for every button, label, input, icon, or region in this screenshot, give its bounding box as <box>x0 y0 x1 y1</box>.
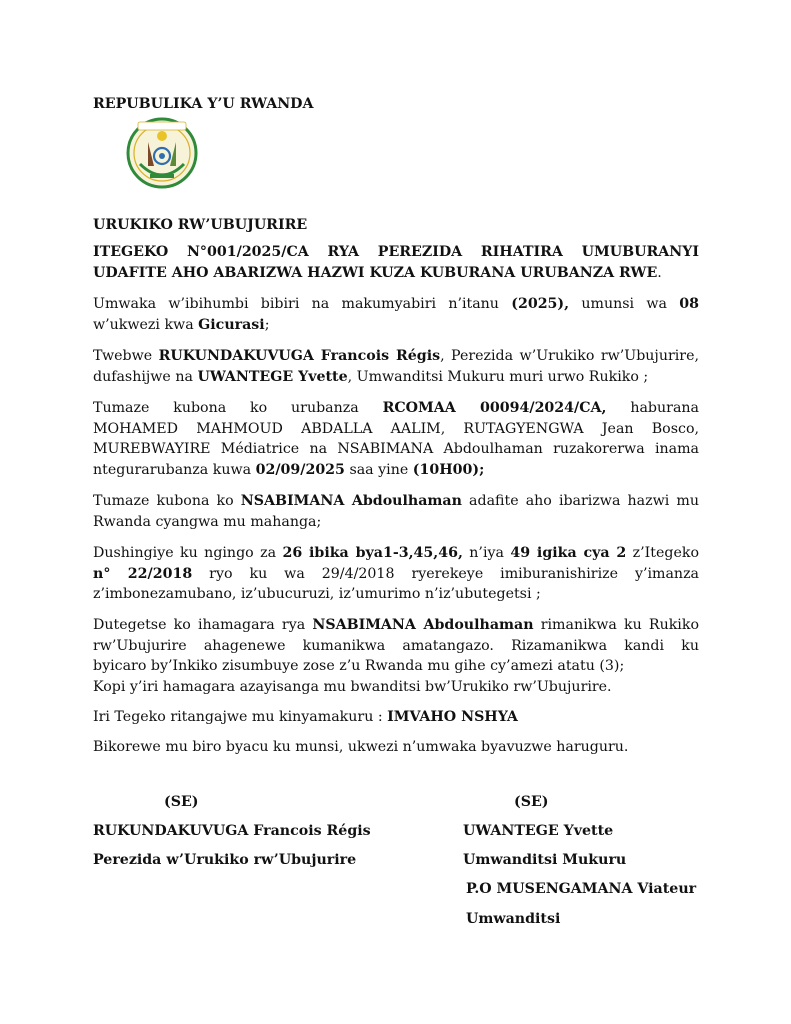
case-number: RCOMAA 00094/2024/CA, <box>382 400 607 416</box>
text: ryo ku wa 29/4/2018 ryerekeye imiburanishirize y’imanza <box>192 565 699 582</box>
decree-title <box>93 242 699 283</box>
court-heading: URUKIKO RW’UBUJURIRE <box>93 217 308 233</box>
registrar-name: UWANTEGE Yvette <box>197 368 348 385</box>
absent-party-name: NSABIMANA Abdoulhaman <box>312 617 534 633</box>
decree-title-line-2: UDAFITE AHO ABARIZWA HAZWI KUZA KUBURANA URUBANZA RWE <box>93 264 658 281</box>
text: rw’Ubujurire ahagenewe kumanikwa amatangazo. Rizamanikwa kandi ku <box>93 637 699 654</box>
president-name: RUKUNDAKUVUGA Francois Régis <box>158 348 441 364</box>
text: ntegurarubanza kuwa <box>93 461 256 478</box>
text: Kopi y’iri hamagara azayisanga mu bwanditsi bw’Urukiko rw’Ubujurire. <box>93 679 612 695</box>
paragraph-copy <box>93 677 699 698</box>
text: Twebwe <box>93 348 159 364</box>
text: Dushingiye ku ngingo za <box>93 545 283 561</box>
decree-title-period: . <box>657 264 662 281</box>
parties-line: MOHAMED MAHMOUD ABDALLA AALIM, RUTAGYENGWA Jean Bosco, <box>93 420 699 437</box>
left-signatory-name: RUKUNDAKUVUGA Francois Régis <box>93 823 371 839</box>
republic-heading: REPUBULIKA Y’U RWANDA <box>93 96 314 112</box>
text: haburana <box>606 400 699 416</box>
paragraph-president <box>93 346 699 387</box>
paragraph-date <box>93 294 699 335</box>
text: Bikorewe mu biro byacu ku munsi, ukwezi n’umwaka byavuzwe haruguru. <box>93 739 629 755</box>
text: w’ukwezi kwa <box>93 316 199 333</box>
paragraph-case <box>93 398 699 480</box>
paragraph-absent-party <box>93 491 699 532</box>
month-value: Gicurasi <box>198 316 265 333</box>
law-number: n° 22/2018 <box>93 565 193 582</box>
newspaper-name: IMVAHO NSHYA <box>387 709 518 725</box>
paragraph-publication <box>93 707 699 728</box>
right-signatory-role: Umwanditsi Mukuru <box>463 852 627 868</box>
text: Umwaka w’ibihumbi bibiri na makumyabiri n’itanu <box>93 296 512 312</box>
text: Tumaze kubona ko <box>93 493 241 509</box>
text: ; <box>264 316 270 333</box>
right-signatory-name: UWANTEGE Yvette <box>463 823 614 839</box>
text: dufashijwe na <box>93 368 198 385</box>
text: z’imbonezamubano, iz’ubucuruzi, iz’umurimo n’iz’ubutegetsi ; <box>93 586 541 602</box>
hearing-date: 02/09/2025 <box>255 461 345 478</box>
parties-line: MUREBWAYIRE Médiatrice na NSABIMANA Abdoulhaman ruzakorerwa inama <box>93 441 699 457</box>
paragraph-closing <box>93 737 699 758</box>
paragraph-order <box>93 615 699 677</box>
rwanda-emblem-seal <box>124 114 200 192</box>
absent-party-name: NSABIMANA Abdoulhaman <box>240 493 462 509</box>
text: rimanikwa ku Rukiko <box>533 617 699 633</box>
text: n’iya <box>462 545 511 561</box>
text: saa yine <box>344 461 413 478</box>
hearing-time: (10H00); <box>412 461 485 478</box>
text: z’Itegeko <box>626 545 699 561</box>
day-value: 08 <box>679 296 699 312</box>
decree-title-line-1: ITEGEKO N°001/2025/CA RYA PEREZIDA RIHATIRA UMUBURANYI <box>93 244 699 260</box>
text: Dutegetse ko ihamagara rya <box>93 617 313 633</box>
right-signature-mark: (SE) <box>514 794 549 810</box>
text: Rwanda cyangwa mu mahanga; <box>93 513 322 530</box>
text: byicaro by’Inkiko zisumbuye zose z’u Rwanda mu gihe cy’amezi atatu (3); <box>93 658 625 674</box>
text: Tumaze kubona ko urubanza <box>93 400 383 416</box>
text: umunsi wa <box>569 296 680 312</box>
text: Iri Tegeko ritangajwe mu kinyamakuru : <box>93 709 388 725</box>
po-signatory-role: Umwanditsi <box>466 911 561 927</box>
paragraph-legal-basis <box>93 543 699 605</box>
left-signatory-role: Perezida w’Urukiko rw’Ubujurire <box>93 852 357 868</box>
year-value: (2025), <box>511 296 570 312</box>
article-reference: 49 igika cya 2 <box>510 545 627 561</box>
left-signature-mark: (SE) <box>164 794 199 810</box>
po-signatory-name: P.O MUSENGAMANA Viateur <box>466 881 697 897</box>
text: adafite aho ibarizwa hazwi mu <box>461 493 699 509</box>
text: , Perezida w’Urukiko rw’Ubujurire, <box>440 348 699 364</box>
text: , Umwanditsi Mukuru muri urwo Rukiko ; <box>347 368 649 385</box>
article-reference: 26 ibika bya1-3,45,46, <box>282 545 463 561</box>
